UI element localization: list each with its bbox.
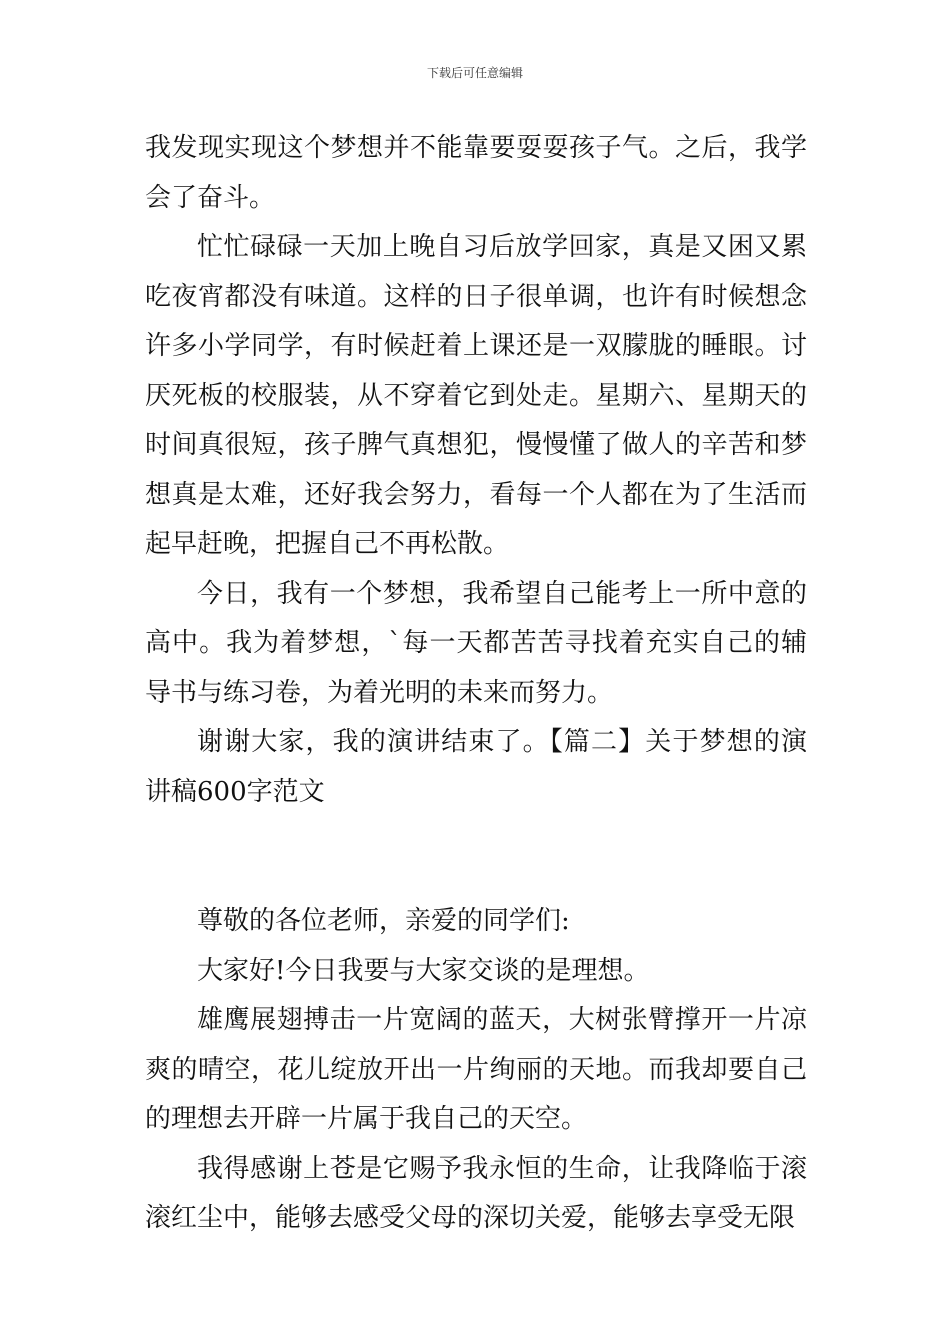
paragraph-4: 谢谢大家，我的演讲结束了。【篇二】关于梦想的演讲稿600字范文	[145, 727, 807, 807]
paragraph-1: 我发现实现这个梦想并不能靠要耍耍孩子气。之后，我学会了奋斗。	[145, 133, 807, 213]
paragraph-3: 今日，我有一个梦想，我希望自己能考上一所中意的高中。我为着梦想，`每一天都苦苦寻找着充实自己的辅导书与练习卷，为着光明的未来而努力。	[145, 578, 807, 708]
page-header: 下载后可任意编辑	[426, 66, 523, 80]
paragraph-6: 我得感谢上苍是它赐予我永恒的生命，让我降临于滚滚红尘中，能够去感受父母的深切关爱，能够去享受无限	[145, 1153, 807, 1233]
document-body	[145, 124, 807, 1244]
salutation: 尊敬的各位老师，亲爱的同学们:	[197, 906, 570, 936]
section-spacer	[145, 817, 807, 897]
paragraph-5: 雄鹰展翅搏击一片宽阔的蓝天，大树张臂撑开一片凉爽的晴空，花儿绽放开出一片绚丽的天地。而我却要自己的理想去开辟一片属于我自己的天空。	[145, 1005, 807, 1134]
paragraph-2: 忙忙碌碌一天加上晚自习后放学回家，真是又困又累吃夜宵都没有味道。这样的日子很单调，也许有时候想念许多小学同学，有时候赶着上课还是一双朦胧的睡眼。讨厌死板的校服装，从不穿着它到处走。星期六、星期天的时间真很短，孩子脾气真想犯，慢慢懂了做人的辛苦和梦想真是太难，还好我会努力，看每一个人都在为了生活而起早赶晚，把握自己不再松散。	[145, 232, 807, 559]
greeting: 大家好!今日我要与大家交谈的是理想。	[197, 955, 650, 986]
